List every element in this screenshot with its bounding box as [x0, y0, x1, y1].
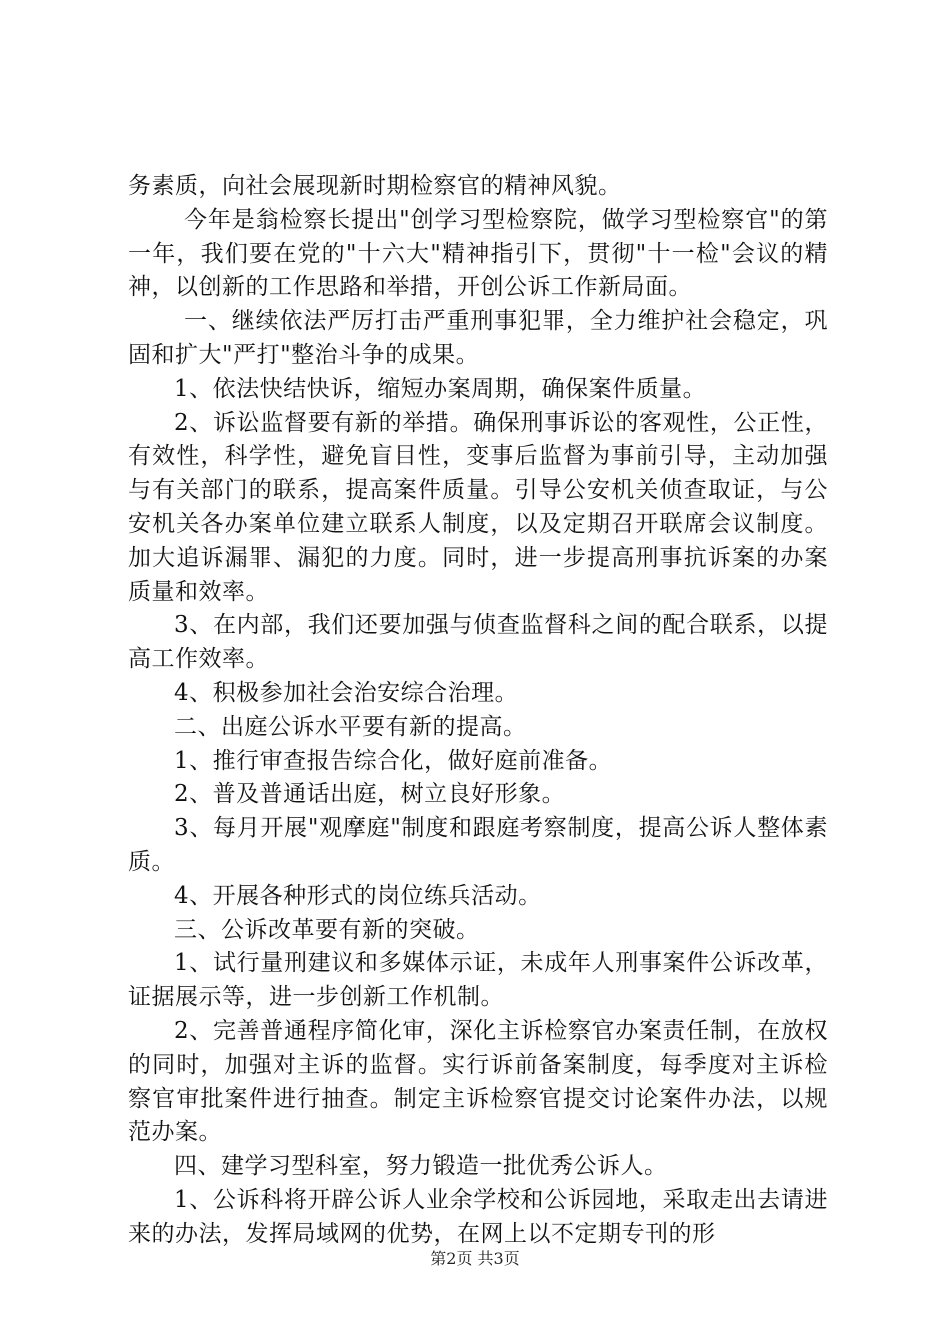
paragraph-2: 一、继续依法严厉打击严重刑事犯罪，全力维护社会稳定，巩固和扩大"严打"整治斗争的成果。 [128, 308, 828, 368]
paragraph-11: 4、开展各种形式的岗位练兵活动。 [174, 882, 542, 909]
paragraph-14: 2、完善普通程序简化审，深化主诉检察官办案责任制，在放权的同时，加强对主诉的监督。实行诉前备案制度，每季度对主诉检察官审批案件进行抽查。制定主诉检察官提交讨论案件办法，以规范办案。 [128, 1017, 828, 1146]
paragraph-3: 1、依法快结快诉，缩短办案周期，确保案件质量。 [174, 375, 707, 402]
paragraph-15: 四、建学习型科室，努力锻造一批优秀公诉人。 [174, 1153, 668, 1180]
page-number-footer: 第2页 共3页 [430, 1249, 520, 1268]
paragraph-1: 今年是翁检察长提出"创学习型检察院，做学习型检察官"的第一年，我们要在党的"十六大"精神指引下，贯彻"十一检"会议的精神，以创新的工作思路和举措，开创公诉工作新局面。 [128, 206, 828, 301]
paragraph-8: 1、推行审查报告综合化，做好庭前准备。 [174, 747, 613, 774]
paragraph-4: 2、诉讼监督要有新的举措。确保刑事诉讼的客观性，公正性，有效性，科学性，避免盲目性，变事后监督为事前引导，主动加强与有关部门的联系，提高案件质量。引导公安机关侦查取证，与公安机关各办案单位建立联系人制度，以及定期召开联席会议制度。加大追诉漏罪、漏犯的力度。同时，进一步提高刑事抗诉案的办案质量和效率。 [128, 409, 828, 605]
paragraph-16: 1、公诉科将开辟公诉人业余学校和公诉园地，采取走出去请进来的办法，发挥局域网的优势，在网上以不定期专刊的形 [128, 1186, 828, 1247]
paragraph-10: 3、每月开展"观摩庭"制度和跟庭考察制度，提高公诉人整体素质。 [128, 815, 828, 875]
paragraph-13: 1、试行量刑建议和多媒体示证，未成年人刑事案件公诉改革，证据展示等，进一步创新工作机制。 [128, 950, 828, 1011]
paragraph-0: 务素质，向社会展现新时期检察官的精神风貌。 [128, 173, 622, 199]
paragraph-6: 4、积极参加社会治安综合治理。 [174, 679, 519, 706]
document-body [128, 170, 828, 1252]
paragraph-12: 三、公诉改革要有新的突破。 [174, 916, 480, 943]
paragraph-5: 3、在内部，我们还要加强与侦查监督科之间的配合联系，以提高工作效率。 [128, 612, 828, 673]
paragraph-9: 2、普及普通话出庭，树立良好形象。 [174, 781, 566, 808]
paragraph-7: 二、出庭公诉水平要有新的提高。 [174, 713, 527, 740]
